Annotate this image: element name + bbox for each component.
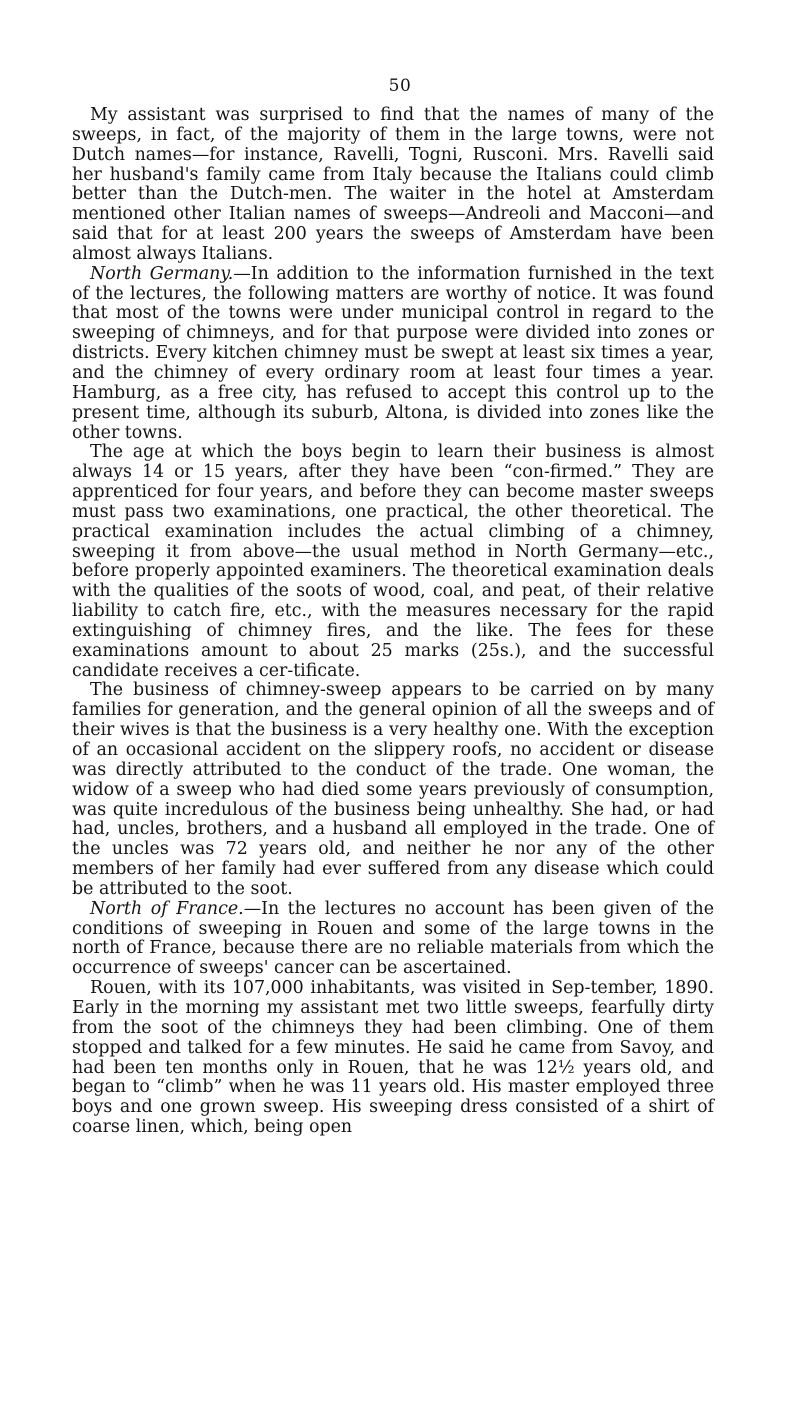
paragraph-family-business [72,681,714,899]
paragraph-north-of-france [72,900,714,979]
section-lead: North of France. [90,898,244,919]
paragraph-rouen-visit [72,979,714,1138]
page-text [72,106,714,1138]
paragraph-text: My assistant was surprised to find that the names of many of the sweeps, in fact, of the majority of them in the large towns, were not Dutch names—for instance, Ravelli, Togni, Rusconi. Mrs. Ravelli said her husband's family came from Italy because the Italians could climb better than the Dutch-men. The waiter in the hotel at Amsterdam mentioned other Italian names of sweeps—Andreoli and Macconi—and said that for at least 200 years the sweeps of Amsterdam have been almost always Italians. [72,105,714,264]
section-lead: North Germany. [90,263,234,284]
page-number: 50 [388,76,412,96]
paragraph-text: —In the lectures no account has been given of the conditions of sweeping in Rouen and some of the large towns in the north of France, because there are no reliable materials from which the occurrence of sweeps' cancer can be ascertained. [72,898,714,979]
paragraph-north-germany [72,265,714,444]
paragraph-apprentice-age [72,443,714,681]
paragraph-text: The age at which the boys begin to learn their business is almost always 14 or 15 years, after they have been “con-firmed.” They are apprenticed for four years, and before they can become master sweeps must pass two examinations, one practical, the other theoretical. The practical examination includes the actual climbing of a chimney, sweeping it from above—the usual method in North Germany—etc., before properly appointed examiners. The theoretical examination deals with the qualities of the soots of wood, coal, and peat, of their relative liability to catch fire, etc., with the measures necessary for the rapid extinguishing of chimney fires, and the like. The fees for these examinations amount to about 25 marks (25s.), and the successful candidate receives a cer-tificate. [72,442,714,681]
paragraph-text: Rouen, with its 107,000 inhabitants, was visited in Sep-tember, 1890. Early in the morning my assistant met two little sweeps, fearfully dirty from the soot of the chimneys they had been climbing. One of them stopped and talked for a few minutes. He said he came from Savoy, and had been ten months only in Rouen, that he was 12½ years old, and began to “climb” when he was 11 years old. His master employed three boys and one grown sweep. His sweeping dress consisted of a shirt of coarse linen, which, being open [72,978,714,1138]
paragraph-text: —In addition to the information furnished in the text of the lectures, the following matters are worthy of notice. It was found that most of the towns were under municipal control in regard to the sweeping of chimneys, and for that purpose were divided into zones or districts. Every kitchen chimney must be swept at least six times a year, and the chimney of every ordinary room at least four times a year. Hamburg, as a free city, has refused to accept this control up to the present time, although its suburb, Altona, is divided into zones like the other towns. [72,263,714,443]
paragraph-text: The business of chimney-sweep appears to be carried on by many families for generation, and the general opinion of all the sweeps and of their wives is that the business is a very healthy one. With the exception of an occasional accident on the slippery roofs, no accident or disease was directly attributed to the conduct of the trade. One woman, the widow of a sweep who had died some years previously of consumption, was quite incredulous of the business being unhealthy. She had, or had had, uncles, brothers, and a husband all employed in the trade. One of the uncles was 72 years old, and neither he nor any of the other members of her family had ever suffered from any disease which could be attributed to the soot. [72,680,714,899]
paragraph-dutch-sweeps [72,106,714,265]
